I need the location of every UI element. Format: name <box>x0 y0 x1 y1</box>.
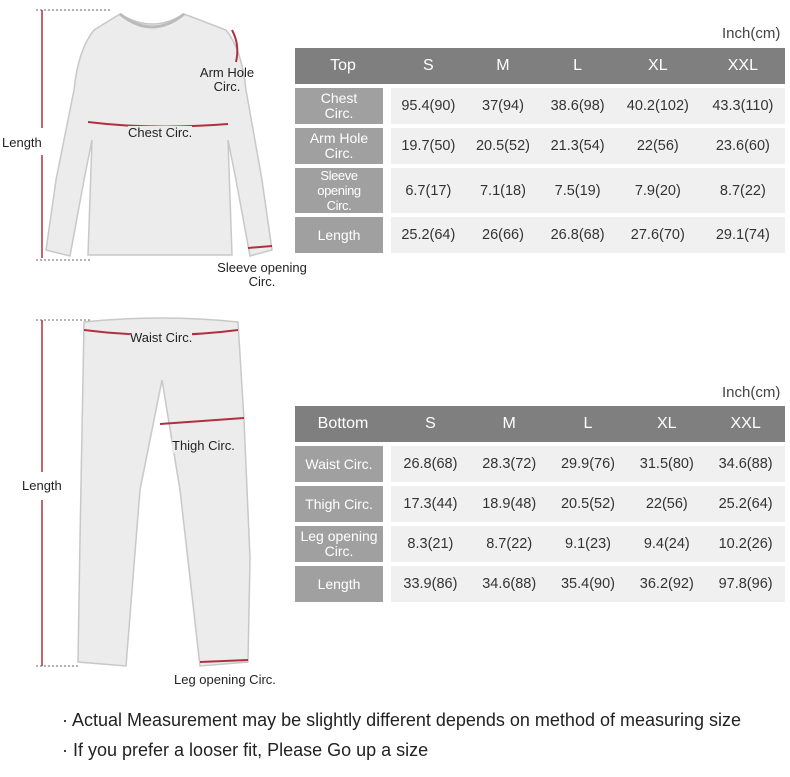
top-header-xl: XL <box>615 48 701 84</box>
table-cell: 7.9(20) <box>615 168 701 213</box>
label-leg-opening: Leg opening Circ. <box>174 672 276 687</box>
table-cell: 9.1(23) <box>549 526 628 562</box>
row-label-sleeve-opening: Sleeve opening Circ. <box>295 168 391 213</box>
pants-body <box>78 318 250 666</box>
bottom-header-category: Bottom <box>295 406 391 442</box>
table-cell: 29.1(74) <box>701 217 785 253</box>
bottom-header-l: L <box>549 406 628 442</box>
table-cell: 10.2(26) <box>706 526 785 562</box>
table-cell: 34.6(88) <box>706 446 785 482</box>
table-cell: 43.3(110) <box>701 88 785 124</box>
table-cell: 26.8(68) <box>540 217 615 253</box>
bottom-table-header <box>295 406 785 442</box>
table-cell: 36.2(92) <box>627 566 706 602</box>
bottom-header-m: M <box>470 406 549 442</box>
table-cell: 27.6(70) <box>615 217 701 253</box>
row-label-thigh: Thigh Circ. <box>295 486 391 522</box>
table-cell: 26(66) <box>466 217 541 253</box>
table-cell: 22(56) <box>627 486 706 522</box>
table-row <box>295 217 785 253</box>
row-label-length: Length <box>295 566 391 602</box>
table-cell: 9.4(24) <box>627 526 706 562</box>
table-cell: 33.9(86) <box>391 566 470 602</box>
label-waist: Waist Circ. <box>130 330 193 345</box>
table-row <box>295 446 785 482</box>
label-arm-hole: Arm Hole Circ. <box>199 65 255 94</box>
table-cell: 8.7(22) <box>701 168 785 213</box>
table-cell: 17.3(44) <box>391 486 470 522</box>
note-measurement: · Actual Measurement may be slightly different depends on method of measuring size <box>62 710 742 730</box>
row-label-length: Length <box>295 217 391 253</box>
table-cell: 37(94) <box>466 88 541 124</box>
table-cell: 23.6(60) <box>701 128 785 164</box>
top-header-category: Top <box>295 48 391 84</box>
top-header-s: S <box>391 48 466 84</box>
label-top-length: Length <box>2 135 42 150</box>
table-row <box>295 88 785 124</box>
label-chest: Chest Circ. <box>128 125 193 140</box>
top-header-xxl: XXL <box>701 48 785 84</box>
table-cell: 35.4(90) <box>549 566 628 602</box>
bottom-unit-label: Inch(cm) <box>722 384 781 401</box>
table-cell: 18.9(48) <box>470 486 549 522</box>
table-cell: 31.5(80) <box>627 446 706 482</box>
label-sleeve-opening: Sleeve opening Circ. <box>217 260 307 289</box>
table-cell: 25.2(64) <box>391 217 466 253</box>
bottom-size-table <box>295 402 785 606</box>
table-cell: 7.1(18) <box>466 168 541 213</box>
table-row <box>295 486 785 522</box>
table-cell: 26.8(68) <box>391 446 470 482</box>
row-label-waist: Waist Circ. <box>295 446 391 482</box>
table-cell: 20.5(52) <box>466 128 541 164</box>
table-cell: 97.8(96) <box>706 566 785 602</box>
table-cell: 19.7(50) <box>391 128 466 164</box>
top-header-l: L <box>540 48 615 84</box>
row-label-leg-opening: Leg opening Circ. <box>295 526 391 562</box>
top-header-m: M <box>466 48 541 84</box>
bottom-header-s: S <box>391 406 470 442</box>
bottom-header-xl: XL <box>627 406 706 442</box>
table-cell: 40.2(102) <box>615 88 701 124</box>
table-row <box>295 566 785 602</box>
table-cell: 7.5(19) <box>540 168 615 213</box>
table-cell: 29.9(76) <box>549 446 628 482</box>
label-pants-length: Length <box>22 478 62 493</box>
table-cell: 20.5(52) <box>549 486 628 522</box>
table-cell: 8.7(22) <box>470 526 549 562</box>
table-row <box>295 526 785 562</box>
top-shirt-illustration <box>0 0 300 300</box>
pants-illustration <box>0 300 300 690</box>
table-cell: 34.6(88) <box>470 566 549 602</box>
table-cell: 21.3(54) <box>540 128 615 164</box>
table-cell: 25.2(64) <box>706 486 785 522</box>
table-cell: 28.3(72) <box>470 446 549 482</box>
label-thigh: Thigh Circ. <box>172 438 235 453</box>
table-cell: 22(56) <box>615 128 701 164</box>
table-cell: 95.4(90) <box>391 88 466 124</box>
row-label-arm-hole: Arm Hole Circ. <box>295 128 391 164</box>
row-label-chest: Chest Circ. <box>295 88 391 124</box>
top-unit-label: Inch(cm) <box>722 25 781 42</box>
table-cell: 6.7(17) <box>391 168 466 213</box>
table-cell: 38.6(98) <box>540 88 615 124</box>
table-row <box>295 168 785 213</box>
table-row <box>295 128 785 164</box>
top-table-header <box>295 48 785 84</box>
table-cell: 8.3(21) <box>391 526 470 562</box>
top-size-table <box>295 44 785 257</box>
note-fit: · If you prefer a looser fit, Please Go up a size <box>62 740 429 760</box>
bottom-header-xxl: XXL <box>706 406 785 442</box>
